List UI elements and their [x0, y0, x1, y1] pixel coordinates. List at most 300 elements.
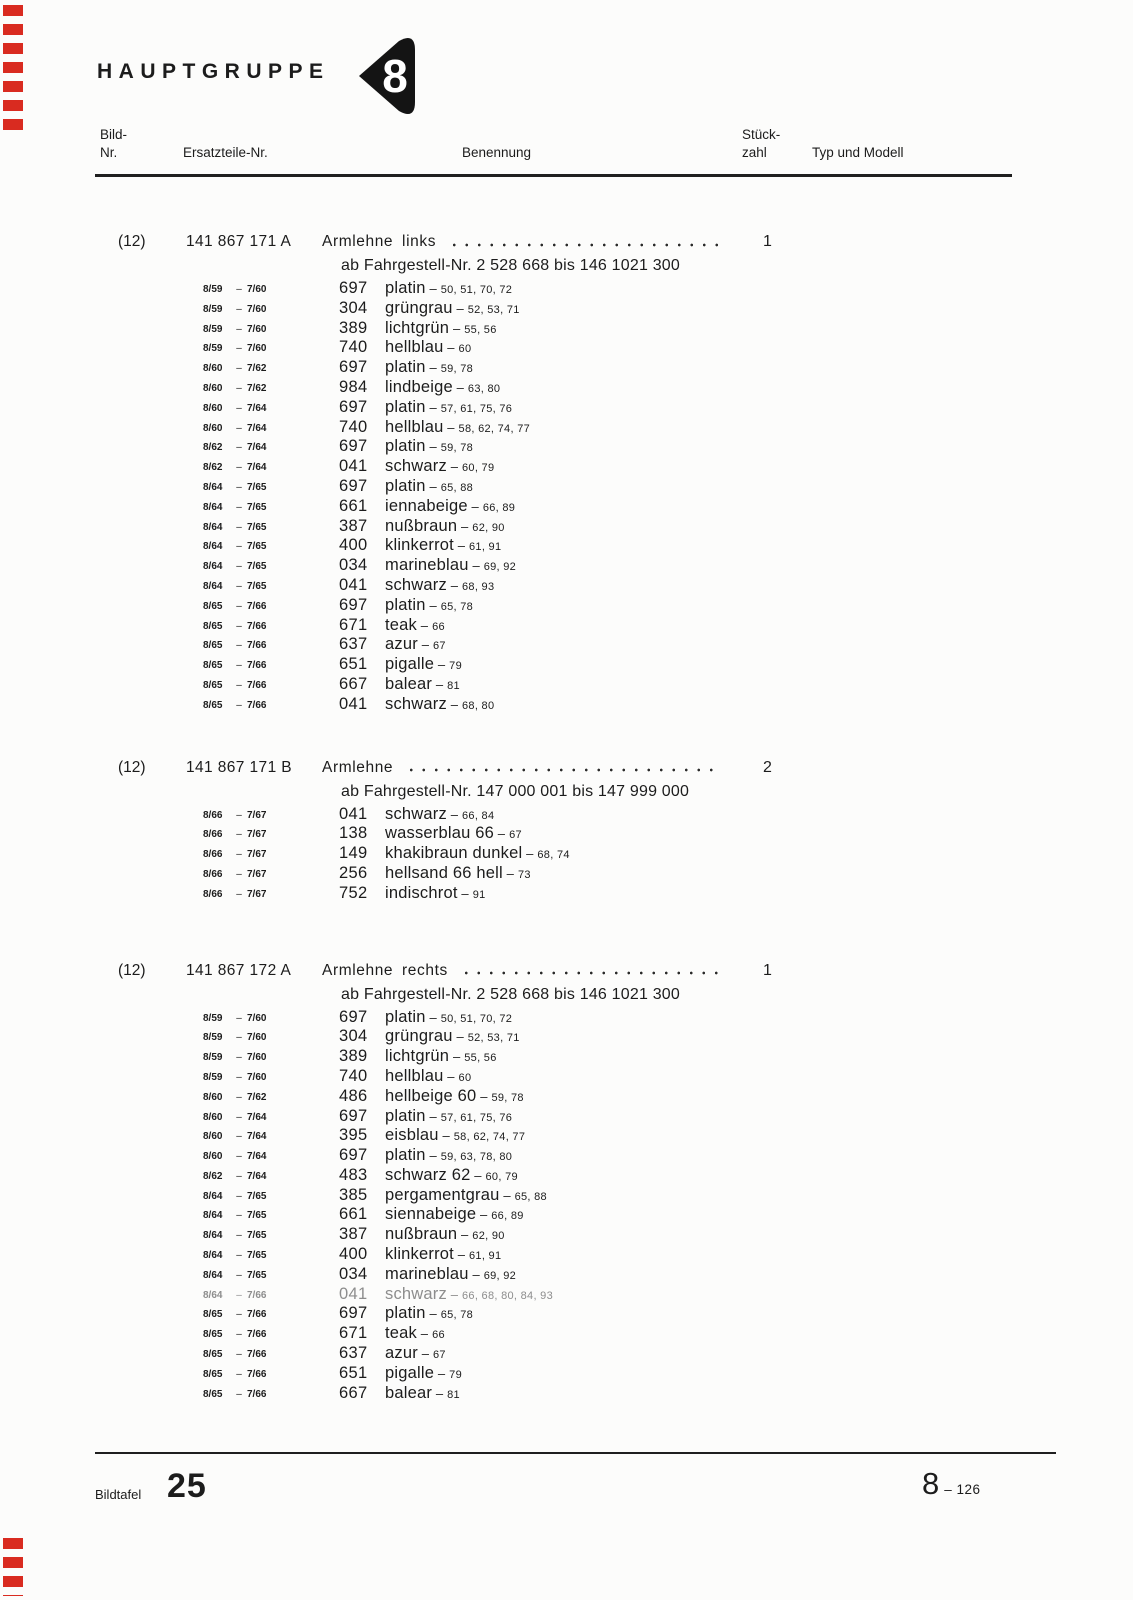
model-numbers: 59, 78: [440, 363, 474, 376]
color-variant-row: [0, 517, 1133, 537]
color-variant-row: [0, 378, 1133, 398]
date-range: 8/64 – 7/65: [203, 521, 267, 533]
date-range: 8/64 – 7/65: [203, 561, 267, 573]
color-name: khakibraun dunkel: [385, 844, 523, 863]
model-numbers: 52, 53, 71: [467, 303, 520, 316]
date-range: 8/59 – 7/60: [203, 1012, 267, 1024]
color-code: 387: [339, 516, 368, 535]
color-code: 697: [339, 1007, 368, 1026]
color-variant-row: [0, 497, 1133, 517]
color-name: marineblau: [385, 556, 469, 575]
dash: –: [502, 865, 518, 881]
color-name: teak: [385, 615, 417, 634]
color-variant-row: [0, 695, 1133, 715]
dash: –: [425, 597, 441, 613]
color-variant-row: [0, 1087, 1133, 1107]
color-code: 400: [339, 536, 368, 555]
color-name: schwarz: [385, 694, 447, 713]
color-variant-rows: [0, 805, 1133, 904]
date-range: 8/65 – 7/66: [203, 660, 267, 672]
col-header-ersatzteile-nr: Ersatzteile-Nr.: [183, 145, 268, 160]
model-numbers: 67: [432, 1349, 446, 1362]
dash: –: [425, 1009, 441, 1025]
color-name: balear: [385, 674, 433, 693]
model-numbers: 59, 78: [440, 442, 474, 455]
color-variant-row: [0, 675, 1133, 695]
color-code: 486: [339, 1086, 368, 1105]
date-range: 8/64 – 7/65: [203, 541, 267, 553]
dash: –: [452, 379, 468, 395]
color-code: 740: [339, 1066, 368, 1085]
color-code: 400: [339, 1245, 368, 1264]
color-code: 697: [339, 358, 368, 377]
part-number: 141 867 172 A: [186, 961, 292, 979]
color-variant-row: [0, 1047, 1133, 1067]
color-name: eisblau: [385, 1126, 439, 1145]
color-name: hellsand 66 hell: [385, 863, 503, 882]
color-variant-row: [0, 1008, 1133, 1028]
red-edge-marks-top: [3, 5, 23, 135]
dash: –: [417, 637, 433, 653]
dash: –: [446, 459, 462, 475]
color-name: schwarz 62: [385, 1165, 471, 1184]
part-name: Armlehne: [322, 758, 394, 776]
color-variant-row: [0, 437, 1133, 457]
color-name: grüngrau: [385, 298, 453, 317]
part-number: 141 867 171 B: [186, 758, 293, 776]
page-title: HAUPTGRUPPE: [97, 60, 330, 83]
chassis-range-note: ab Fahrgestell-Nr. 2 528 668 bis 146 1021 300: [341, 257, 681, 274]
model-numbers: 66, 68, 80, 84, 93: [461, 1289, 554, 1302]
color-variant-row: [0, 1364, 1133, 1384]
badge-number: 8: [382, 50, 408, 102]
part-entry: [0, 962, 1133, 1404]
date-range: 8/65 – 7/66: [203, 1309, 267, 1321]
date-range: 8/65 – 7/66: [203, 1349, 267, 1361]
color-name: azur: [385, 1344, 418, 1363]
date-range: 8/65 – 7/66: [203, 699, 267, 711]
color-variant-row: [0, 1344, 1133, 1364]
color-code: 138: [339, 824, 368, 843]
part-name: Armlehne links: [322, 233, 437, 250]
date-range: 8/64 – 7/65: [203, 1250, 267, 1262]
color-variant-row: [0, 358, 1133, 378]
color-variant-row: [0, 1245, 1133, 1265]
color-name: wasserblau 66: [385, 824, 494, 843]
dash: –: [417, 1326, 433, 1342]
color-code: 034: [339, 1264, 368, 1283]
color-code: 697: [339, 397, 368, 416]
dotted-leader: [405, 762, 721, 776]
color-variant-row: [0, 616, 1133, 636]
dash: –: [476, 1207, 492, 1223]
date-range: 8/59 – 7/60: [203, 284, 267, 295]
color-variant-row: [0, 1107, 1133, 1127]
date-range: 8/62 – 7/64: [203, 462, 267, 474]
footer-page-group: 8: [922, 1466, 940, 1501]
color-variant-row: [0, 398, 1133, 418]
dash: –: [425, 1148, 441, 1164]
model-numbers: 69, 92: [483, 561, 517, 574]
model-numbers: 73: [517, 868, 531, 881]
model-numbers: 58, 62, 74, 77: [453, 1131, 526, 1144]
color-code: 671: [339, 615, 368, 634]
date-range: 8/65 – 7/66: [203, 679, 267, 691]
date-range: 8/65 – 7/66: [203, 640, 267, 652]
model-numbers: 62, 90: [472, 1230, 505, 1243]
color-code: 387: [339, 1225, 368, 1244]
color-name: hellblau: [385, 417, 444, 436]
color-code: 385: [339, 1185, 368, 1204]
model-numbers: 50, 51, 70, 72: [440, 284, 513, 296]
dash: –: [468, 558, 484, 574]
color-code: 041: [339, 457, 368, 476]
model-numbers: 50, 51, 70, 72: [440, 1012, 513, 1025]
dash: –: [425, 1306, 441, 1322]
color-variant-row: [0, 824, 1133, 844]
part-entry-head: [0, 759, 1133, 782]
part-entry: [0, 759, 1133, 904]
color-code: 389: [339, 1047, 368, 1066]
color-code: 740: [339, 417, 368, 436]
model-numbers: 79: [449, 1368, 463, 1381]
model-numbers: 66, 89: [491, 1210, 524, 1223]
model-numbers: 81: [447, 1388, 460, 1401]
color-name: hellblau: [385, 338, 444, 357]
color-name: hellblau: [385, 1066, 444, 1085]
model-numbers: 67: [432, 640, 446, 653]
color-name: hellbeige 60: [385, 1086, 477, 1105]
dash: –: [449, 320, 465, 336]
color-variant-row: [0, 319, 1133, 339]
model-numbers: 65, 88: [514, 1190, 547, 1203]
color-name: schwarz: [385, 804, 447, 823]
chassis-range-note: ab Fahrgestell-Nr. 2 528 668 bis 146 1021 300: [341, 985, 681, 1003]
model-numbers: 91: [472, 888, 486, 901]
model-numbers: 81: [447, 679, 460, 692]
color-variant-row: [0, 596, 1133, 616]
color-variant-rows: [0, 279, 1133, 715]
color-variant-row: [0, 864, 1133, 884]
color-variant-row: [0, 805, 1133, 825]
date-range: 8/60 – 7/64: [203, 422, 267, 434]
color-code: 304: [339, 1027, 368, 1046]
dash: –: [443, 419, 459, 435]
quantity: 1: [763, 961, 772, 979]
model-numbers: 60: [458, 1071, 472, 1084]
color-name: lichtgrün: [385, 1047, 450, 1066]
color-code: 661: [339, 1205, 368, 1224]
dash: –: [522, 846, 538, 862]
color-variant-row: [0, 1205, 1133, 1225]
model-numbers: 59, 63, 78, 80: [440, 1151, 513, 1164]
color-variant-row: [0, 1067, 1133, 1087]
date-range: 8/59 – 7/60: [203, 343, 267, 355]
model-numbers: 79: [449, 660, 463, 673]
dash: –: [417, 1346, 433, 1362]
model-numbers: 57, 61, 75, 76: [440, 402, 513, 415]
dash: –: [449, 1049, 465, 1065]
color-variant-row: [0, 655, 1133, 675]
color-variant-row: [0, 1027, 1133, 1047]
model-numbers: 68, 80: [461, 699, 495, 712]
color-code: 740: [339, 338, 368, 357]
date-range: 8/64 – 7/65: [203, 501, 267, 513]
color-name: balear: [385, 1383, 433, 1402]
dash: –: [452, 1029, 468, 1045]
dash: –: [425, 360, 441, 376]
color-variant-row: [0, 536, 1133, 556]
date-range: 8/64 – 7/65: [203, 1269, 267, 1281]
dash: –: [443, 340, 459, 356]
color-variant-row: [0, 477, 1133, 497]
dash: –: [425, 478, 441, 494]
dash: –: [446, 696, 462, 712]
color-variant-row: [0, 1265, 1133, 1285]
color-code: 395: [339, 1126, 368, 1145]
col-header-bild-nr: Bild- Nr.: [100, 127, 128, 160]
col-header-typ-und-modell: Typ und Modell: [812, 145, 904, 160]
color-name: platin: [385, 1146, 426, 1165]
model-numbers: 68, 93: [461, 580, 495, 593]
dash: –: [434, 657, 450, 673]
col-header-stueckzahl: Stück- zahl: [742, 127, 781, 160]
part-entry-head: [0, 233, 1133, 256]
date-range: 8/64 – 7/66: [203, 1289, 267, 1301]
color-name: grüngrau: [385, 1027, 453, 1046]
color-name: platin: [385, 358, 426, 377]
dash: –: [453, 538, 469, 554]
color-code: 637: [339, 1344, 368, 1363]
date-range: 8/62 – 7/64: [203, 442, 267, 454]
color-name: platin: [385, 1106, 426, 1125]
color-code: 389: [339, 318, 368, 337]
color-code: 041: [339, 1284, 368, 1303]
hauptgruppe-badge-icon: [357, 36, 421, 116]
color-code: 041: [339, 694, 368, 713]
date-range: 8/62 – 7/64: [203, 1170, 267, 1182]
dash: –: [457, 518, 473, 534]
date-range: 8/60 – 7/64: [203, 1151, 267, 1163]
date-range: 8/65 – 7/66: [203, 620, 267, 632]
color-variant-row: [0, 1384, 1133, 1404]
color-code: 034: [339, 556, 368, 575]
color-name: lindbeige: [385, 377, 453, 396]
part-entry: [0, 233, 1133, 715]
dash: –: [457, 885, 473, 901]
dash: –: [425, 1108, 441, 1124]
date-range: 8/59 – 7/60: [203, 1032, 267, 1044]
color-code: 697: [339, 279, 368, 297]
color-variant-row: [0, 457, 1133, 477]
date-range: 8/60 – 7/64: [203, 1131, 267, 1143]
color-code: 697: [339, 1106, 368, 1125]
parts-list: [0, 233, 1133, 1403]
color-variant-row: [0, 1225, 1133, 1245]
color-name: platin: [385, 437, 426, 456]
model-numbers: 65, 78: [440, 1309, 474, 1322]
color-variant-row: [0, 1304, 1133, 1324]
color-code: 667: [339, 1383, 368, 1402]
date-range: 8/65 – 7/66: [203, 1368, 267, 1380]
color-code: 697: [339, 476, 368, 495]
model-numbers: 60: [458, 343, 472, 356]
dash: –: [425, 281, 441, 296]
color-code: 149: [339, 844, 368, 863]
model-numbers: 65, 88: [440, 481, 474, 494]
model-numbers: 67: [509, 829, 522, 842]
date-range: 8/64 – 7/65: [203, 481, 267, 493]
dash: –: [417, 617, 433, 633]
model-numbers: 68, 74: [537, 849, 570, 862]
date-range: 8/60 – 7/62: [203, 1091, 267, 1103]
color-name: schwarz: [385, 1284, 447, 1303]
color-variant-row: [0, 635, 1133, 655]
date-range: 8/64 – 7/65: [203, 1210, 267, 1222]
color-code: 651: [339, 655, 368, 674]
model-numbers: 65, 78: [440, 600, 474, 613]
date-range: 8/59 – 7/60: [203, 323, 267, 335]
color-variant-row: [0, 299, 1133, 319]
date-range: 8/66 – 7/67: [203, 868, 267, 880]
model-numbers: 66, 89: [482, 501, 516, 514]
color-variant-row: [0, 338, 1133, 358]
date-range: 8/60 – 7/64: [203, 402, 267, 414]
model-numbers: 61, 91: [469, 541, 502, 554]
color-code: 697: [339, 1304, 368, 1323]
date-range: 8/59 – 7/60: [203, 303, 267, 315]
color-name: platin: [385, 279, 426, 297]
quantity: 2: [763, 758, 772, 776]
color-name: platin: [385, 1007, 426, 1026]
dash: –: [446, 577, 462, 593]
color-name: schwarz: [385, 575, 447, 594]
footer-plate-number: 25: [167, 1467, 207, 1505]
color-name: azur: [385, 635, 418, 654]
date-range: 8/65 – 7/66: [203, 1388, 267, 1400]
dash: –: [468, 1266, 484, 1282]
dash: –: [476, 1088, 492, 1104]
date-range: 8/59 – 7/60: [203, 1071, 267, 1083]
color-name: nußbraun: [385, 1225, 458, 1244]
bild-nr: (12): [118, 233, 146, 250]
color-variant-row: [0, 1324, 1133, 1344]
color-name: teak: [385, 1324, 417, 1343]
date-range: 8/60 – 7/64: [203, 1111, 267, 1123]
color-name: nußbraun: [385, 516, 458, 535]
dash: –: [425, 399, 441, 415]
color-code: 661: [339, 496, 368, 515]
color-variant-row: [0, 556, 1133, 576]
dash: –: [432, 676, 448, 692]
color-variant-row: [0, 1126, 1133, 1146]
color-name: pergamentgrau: [385, 1185, 500, 1204]
color-code: 671: [339, 1324, 368, 1343]
color-variant-row: [0, 418, 1133, 438]
dash: –: [434, 1365, 450, 1381]
model-numbers: 60, 79: [461, 462, 495, 475]
dotted-leader: [448, 236, 721, 250]
footer-page-number: [922, 1466, 981, 1502]
dash: –: [453, 1247, 469, 1263]
date-range: 8/65 – 7/66: [203, 1329, 267, 1341]
color-variant-row: [0, 1186, 1133, 1206]
date-range: 8/60 – 7/62: [203, 382, 267, 394]
color-name: schwarz: [385, 457, 447, 476]
color-code: 697: [339, 595, 368, 614]
date-range: 8/66 – 7/67: [203, 829, 267, 841]
color-variant-row: [0, 1146, 1133, 1166]
date-range: 8/64 – 7/65: [203, 580, 267, 592]
chassis-range-note: ab Fahrgestell-Nr. 147 000 001 bis 147 999 000: [341, 782, 690, 800]
color-code: 637: [339, 635, 368, 654]
model-numbers: 61, 91: [469, 1250, 502, 1263]
date-range: 8/64 – 7/65: [203, 1190, 267, 1202]
color-name: marineblau: [385, 1264, 469, 1283]
color-code: 304: [339, 298, 368, 317]
part-entry-head: [0, 962, 1133, 985]
footer-page-sub: – 126: [944, 1482, 981, 1497]
model-numbers: 66: [432, 1329, 445, 1342]
bild-nr: (12): [118, 758, 146, 776]
red-edge-marks-bottom: [3, 1538, 23, 1596]
date-range: 8/66 – 7/67: [203, 809, 267, 821]
dash: –: [467, 498, 483, 514]
model-numbers: 66: [432, 620, 445, 633]
color-code: 041: [339, 804, 368, 823]
date-range: 8/66 – 7/67: [203, 849, 267, 861]
model-numbers: 63, 80: [467, 382, 501, 395]
date-range: 8/59 – 7/60: [203, 1052, 267, 1064]
quantity: 1: [763, 233, 772, 250]
color-name: klinkerrot: [385, 1245, 454, 1264]
date-range: 8/66 – 7/67: [203, 888, 267, 900]
model-numbers: 59, 78: [491, 1091, 524, 1104]
dash: –: [470, 1167, 486, 1183]
dash: –: [494, 826, 510, 842]
color-name: pigalle: [385, 655, 435, 674]
color-name: iennabeige: [385, 496, 468, 515]
part-name: Armlehne rechts: [322, 961, 448, 979]
model-numbers: 57, 61, 75, 76: [440, 1111, 513, 1124]
footer-rule: [95, 1452, 1056, 1454]
model-numbers: 58, 62, 74, 77: [458, 422, 531, 435]
date-range: 8/64 – 7/65: [203, 1230, 267, 1242]
color-variant-row: [0, 1166, 1133, 1186]
color-name: klinkerrot: [385, 536, 454, 555]
color-variant-row: [0, 844, 1133, 864]
color-name: pigalle: [385, 1363, 435, 1382]
dash: –: [452, 300, 468, 316]
color-variant-rows: [0, 1008, 1133, 1404]
dash: –: [457, 1227, 473, 1243]
model-numbers: 52, 53, 71: [467, 1032, 520, 1045]
color-code: 984: [339, 377, 368, 396]
model-numbers: 60, 79: [485, 1170, 518, 1183]
model-numbers: 55, 56: [464, 1052, 497, 1065]
color-variant-row: [0, 1285, 1133, 1305]
color-code: 041: [339, 575, 368, 594]
color-code: 651: [339, 1363, 368, 1382]
dash: –: [432, 1385, 448, 1401]
color-name: siennabeige: [385, 1205, 477, 1224]
header-rule: [95, 174, 1012, 177]
color-name: lichtgrün: [385, 318, 450, 337]
model-numbers: 69, 92: [483, 1269, 517, 1282]
date-range: 8/60 – 7/62: [203, 363, 267, 375]
dash: –: [443, 1068, 459, 1084]
color-code: 667: [339, 674, 368, 693]
